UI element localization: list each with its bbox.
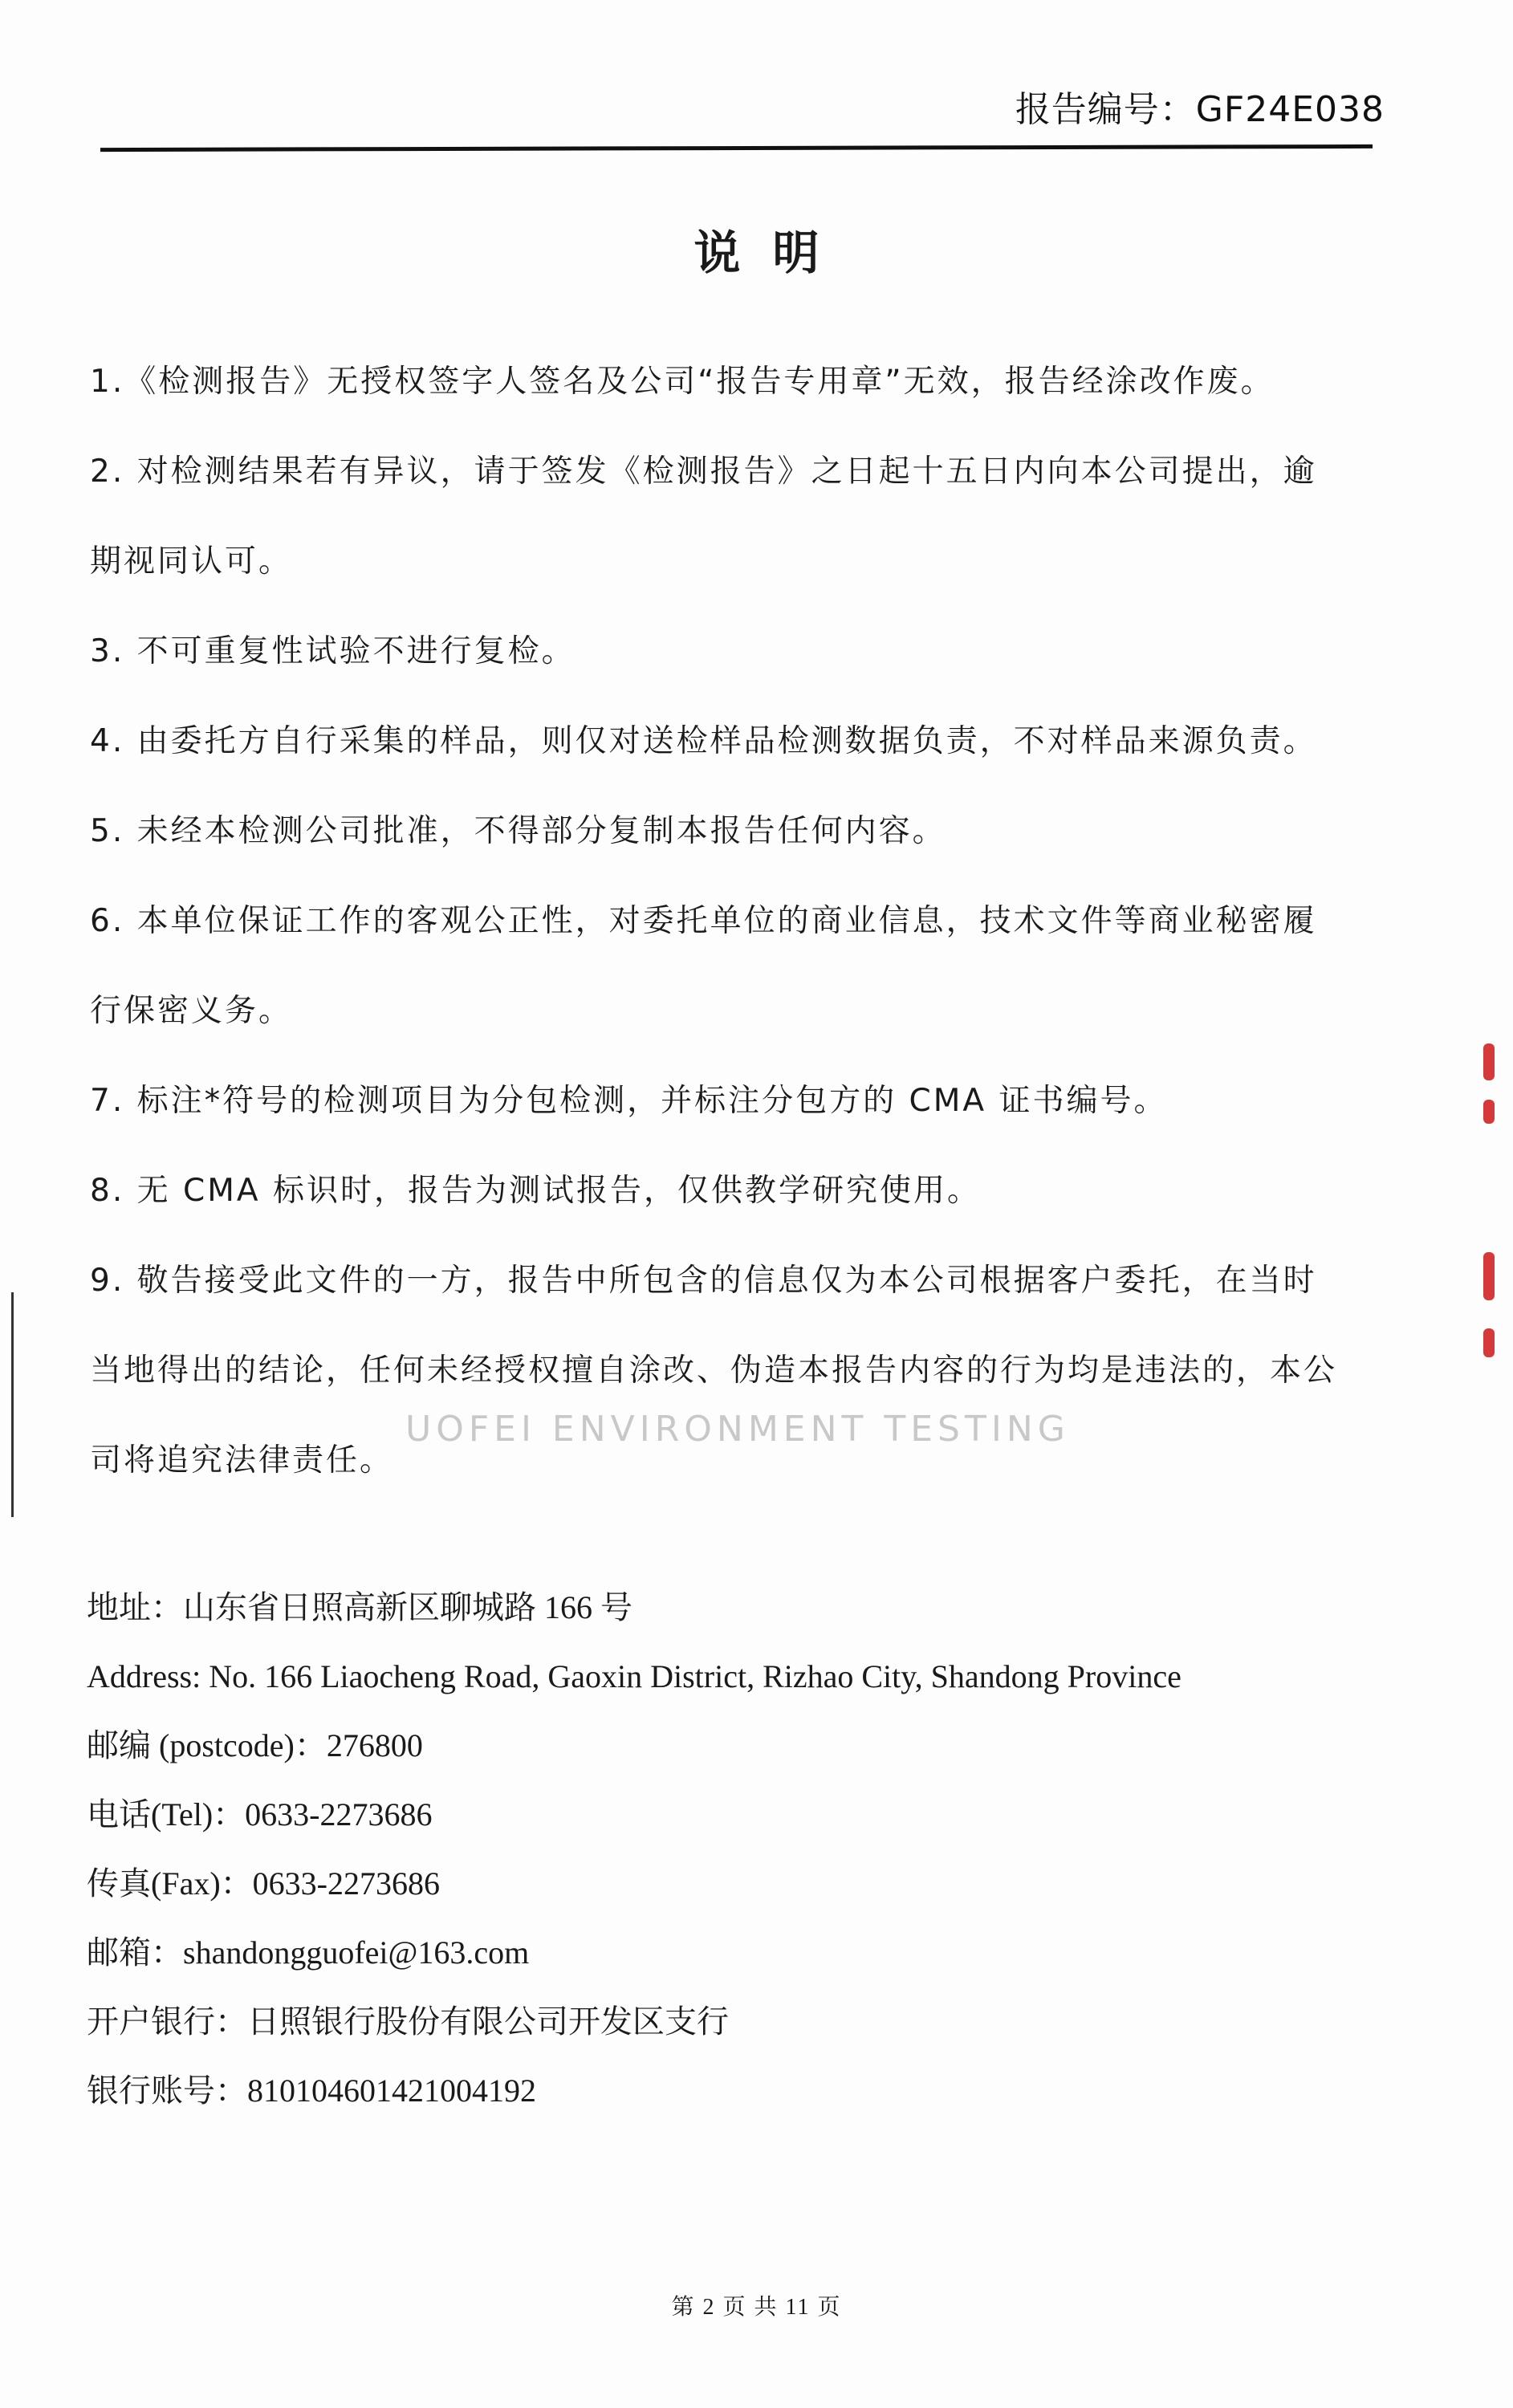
binding-margin-line [11, 1292, 14, 1517]
seal-edge-mark [1483, 1252, 1495, 1300]
note-line: 2. 对检测结果若有异议，请于签发《检测报告》之日起十五日内向本公司提出，逾 [90, 454, 1317, 490]
note-line: 4. 由委托方自行采集的样品，则仅对送检样品检测数据负责，不对样品来源负责。 [90, 723, 1317, 759]
seal-edge-mark [1483, 1100, 1495, 1124]
note-line: 1.《检测报告》无授权签字人签名及公司“报告专用章”无效，报告经涂改作废。 [90, 364, 1275, 400]
seal-edge-mark [1483, 1328, 1495, 1357]
watermark-text: UOFEI ENVIRONMENT TESTING [405, 1409, 1070, 1450]
note-line: 6. 本单位保证工作的客观公正性，对委托单位的商业信息，技术文件等商业秘密履 [90, 903, 1317, 939]
note-line: 司将追究法律责任。 [90, 1442, 394, 1479]
note-line: 期视同认可。 [90, 543, 293, 580]
postcode: 邮编 (postcode)：276800 [87, 1727, 423, 1763]
bank-account: 银行账号：810104601421004192 [87, 2072, 536, 2109]
bank-name: 开户银行：日照银行股份有限公司开发区支行 [87, 2003, 729, 2040]
header-divider [100, 144, 1373, 152]
note-line: 行保密义务。 [90, 993, 293, 1029]
email: 邮箱：shandongguofei@163.com [87, 1934, 530, 1971]
page-number: 第 2 页 共 11 页 [671, 2295, 842, 2320]
note-line: 9. 敬告接受此文件的一方，报告中所包含的信息仅为本公司根据客户委托，在当时 [90, 1263, 1317, 1299]
fax: 传真(Fax)：0633-2273686 [87, 1865, 440, 1902]
contact-block [87, 1573, 1182, 2125]
note-line: 8. 无 CMA 标识时，报告为测试报告，仅供教学研究使用。 [90, 1173, 981, 1209]
note-line: 7. 标注*符号的检测项目为分包检测，并标注分包方的 CMA 证书编号。 [90, 1083, 1168, 1119]
note-line: 3. 不可重复性试验不进行复检。 [90, 633, 576, 669]
note-line: 5. 未经本检测公司批准，不得部分复制本报告任何内容。 [90, 813, 946, 849]
address-en: Address: No. 166 Liaocheng Road, Gaoxin District, Rizhao City, Shandong Province [87, 1658, 1182, 1694]
address-cn: 地址：山东省日照高新区聊城路 166 号 [87, 1589, 632, 1625]
telephone: 电话(Tel)：0633-2273686 [87, 1796, 433, 1832]
notes-list [90, 337, 1366, 1506]
report-number: 报告编号：GF24E038 [1015, 89, 1385, 130]
note-line: 当地得出的结论，任何未经授权擅自涂改、伪造本报告内容的行为均是违法的，本公 [90, 1352, 1338, 1389]
page-title: 说明 [693, 226, 852, 280]
seal-edge-mark [1483, 1043, 1495, 1080]
